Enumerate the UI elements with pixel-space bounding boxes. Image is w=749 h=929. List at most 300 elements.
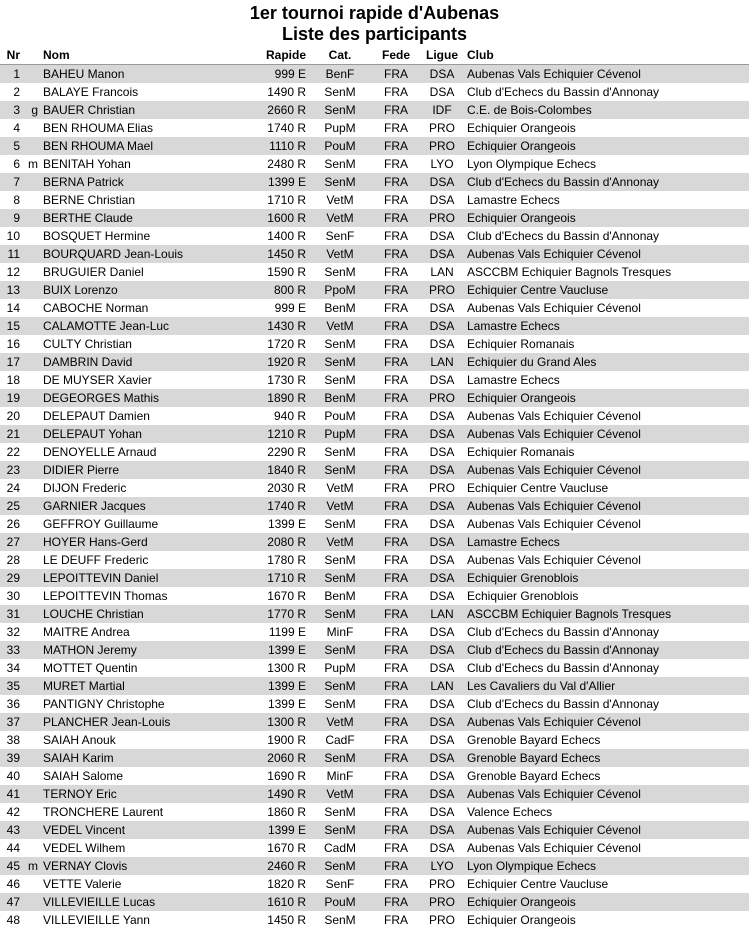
table-row bbox=[0, 389, 749, 407]
table-row bbox=[0, 425, 749, 443]
cell-chess-title bbox=[28, 623, 41, 641]
cell-nr: 24 bbox=[6, 481, 20, 495]
cell-cat: SenM bbox=[324, 913, 356, 927]
cell-cat: SenM bbox=[324, 373, 356, 387]
cell-cat: MinF bbox=[326, 625, 354, 639]
column-header-ligue: Ligue bbox=[420, 46, 464, 65]
cell-nr: 46 bbox=[6, 877, 20, 891]
cell-nr: 32 bbox=[6, 625, 20, 639]
cell-club: Echiquier Orangeois bbox=[467, 895, 576, 909]
cell-nr: 31 bbox=[6, 607, 20, 621]
cell-rapide: 1399 E bbox=[267, 175, 306, 189]
cell-nr: 29 bbox=[6, 571, 20, 585]
cell-chess-title bbox=[28, 767, 41, 785]
cell-ligue: LYO bbox=[430, 859, 454, 873]
cell-club: Aubenas Vals Echiquier Cévenol bbox=[467, 823, 641, 837]
cell-ligue: LAN bbox=[430, 607, 454, 621]
cell-fede: FRA bbox=[384, 193, 408, 207]
table-row bbox=[0, 335, 749, 353]
cell-fede: FRA bbox=[384, 823, 408, 837]
cell-ligue: IDF bbox=[432, 103, 452, 117]
cell-club: Lyon Olympique Echecs bbox=[467, 157, 596, 171]
cell-club: Echiquier Orangeois bbox=[467, 121, 576, 135]
cell-club: Echiquier Centre Vaucluse bbox=[467, 877, 609, 891]
cell-nr: 15 bbox=[6, 319, 20, 333]
cell-nom: BEN RHOUMA Mael bbox=[43, 139, 154, 153]
cell-nr: 25 bbox=[6, 499, 20, 513]
cell-club: C.E. de Bois-Colombes bbox=[467, 103, 592, 117]
table-row bbox=[0, 317, 749, 335]
table-row bbox=[0, 65, 749, 84]
cell-rapide: 1740 R bbox=[267, 121, 306, 135]
cell-club: Echiquier Orangeois bbox=[467, 139, 576, 153]
table-row bbox=[0, 299, 749, 317]
cell-rapide: 2030 R bbox=[267, 481, 306, 495]
cell-rapide: 1399 E bbox=[267, 643, 306, 657]
cell-chess-title bbox=[28, 407, 41, 425]
cell-nom: GARNIER Jacques bbox=[43, 499, 146, 513]
column-header-nom: Nom bbox=[41, 46, 256, 65]
cell-rapide: 1820 R bbox=[267, 877, 306, 891]
cell-chess-title bbox=[28, 443, 41, 461]
cell-cat: SenM bbox=[324, 643, 356, 657]
cell-chess-title bbox=[28, 821, 41, 839]
cell-nom: BEN RHOUMA Elias bbox=[43, 121, 154, 135]
cell-club: Aubenas Vals Echiquier Cévenol bbox=[467, 247, 641, 261]
cell-cat: SenM bbox=[324, 355, 356, 369]
cell-ligue: DSA bbox=[429, 409, 455, 423]
cell-nr: 34 bbox=[6, 661, 20, 675]
cell-cat: SenM bbox=[324, 337, 356, 351]
table-row bbox=[0, 245, 749, 263]
cell-fede: FRA bbox=[384, 247, 408, 261]
cell-nr: 8 bbox=[13, 193, 20, 207]
cell-fede: FRA bbox=[384, 211, 408, 225]
cell-nom: DENOYELLE Arnaud bbox=[43, 445, 157, 459]
cell-cat: PouM bbox=[324, 895, 356, 909]
cell-ligue: DSA bbox=[429, 553, 455, 567]
cell-fede: FRA bbox=[384, 769, 408, 783]
cell-cat: VetM bbox=[326, 535, 354, 549]
table-row bbox=[0, 875, 749, 893]
cell-cat: SenF bbox=[325, 877, 355, 891]
cell-ligue: DSA bbox=[429, 589, 455, 603]
cell-rapide: 2290 R bbox=[267, 445, 306, 459]
table-row bbox=[0, 137, 749, 155]
cell-cat: SenM bbox=[324, 607, 356, 621]
cell-ligue: DSA bbox=[429, 175, 455, 189]
cell-nr: 35 bbox=[6, 679, 20, 693]
cell-chess-title bbox=[28, 911, 41, 929]
cell-ligue: DSA bbox=[429, 625, 455, 639]
table-row bbox=[0, 371, 749, 389]
table-row bbox=[0, 479, 749, 497]
cell-nr: 17 bbox=[6, 355, 20, 369]
cell-nom: PLANCHER Jean-Louis bbox=[43, 715, 171, 729]
cell-rapide: 2080 R bbox=[267, 535, 306, 549]
cell-club: Grenoble Bayard Echecs bbox=[467, 769, 601, 783]
cell-rapide: 2660 R bbox=[267, 103, 306, 117]
table-row bbox=[0, 911, 749, 929]
cell-nom: VEDEL Vincent bbox=[43, 823, 126, 837]
cell-ligue: DSA bbox=[429, 805, 455, 819]
cell-chess-title bbox=[28, 335, 41, 353]
cell-nr: 38 bbox=[6, 733, 20, 747]
table-row bbox=[0, 461, 749, 479]
cell-fede: FRA bbox=[384, 265, 408, 279]
cell-rapide: 1710 R bbox=[267, 193, 306, 207]
table-row bbox=[0, 677, 749, 695]
cell-fede: FRA bbox=[384, 481, 408, 495]
cell-rapide: 1860 R bbox=[267, 805, 306, 819]
cell-chess-title bbox=[28, 695, 41, 713]
cell-ligue: PRO bbox=[428, 895, 455, 909]
table-row bbox=[0, 731, 749, 749]
cell-fede: FRA bbox=[384, 787, 408, 801]
cell-cat: PupM bbox=[324, 661, 356, 675]
cell-nr: 6 bbox=[13, 157, 20, 171]
cell-ligue: DSA bbox=[429, 697, 455, 711]
cell-club: Lamastre Echecs bbox=[467, 535, 560, 549]
cell-fede: FRA bbox=[384, 661, 408, 675]
cell-fede: FRA bbox=[384, 517, 408, 531]
cell-chess-title bbox=[28, 659, 41, 677]
cell-fede: FRA bbox=[384, 103, 408, 117]
table-row bbox=[0, 533, 749, 551]
cell-club: Echiquier Romanais bbox=[467, 445, 575, 459]
cell-fede: FRA bbox=[384, 391, 408, 405]
cell-fede: FRA bbox=[384, 427, 408, 441]
cell-cat: VetM bbox=[326, 715, 354, 729]
cell-rapide: 1400 R bbox=[267, 229, 306, 243]
table-row bbox=[0, 353, 749, 371]
cell-cat: SenM bbox=[324, 157, 356, 171]
column-header-cat: Cat. bbox=[308, 46, 372, 65]
table-row bbox=[0, 443, 749, 461]
cell-chess-title bbox=[28, 227, 41, 245]
cell-cat: SenM bbox=[324, 823, 356, 837]
cell-rapide: 1920 R bbox=[267, 355, 306, 369]
cell-club: ASCCBM Echiquier Bagnols Tresques bbox=[467, 265, 672, 279]
cell-nr: 16 bbox=[6, 337, 20, 351]
cell-fede: FRA bbox=[384, 625, 408, 639]
cell-rapide: 1670 R bbox=[267, 841, 306, 855]
cell-cat: VetM bbox=[326, 211, 354, 225]
cell-rapide: 1490 R bbox=[267, 787, 306, 801]
cell-chess-title bbox=[28, 389, 41, 407]
cell-ligue: DSA bbox=[429, 427, 455, 441]
cell-chess-title bbox=[28, 173, 41, 191]
participants-body bbox=[0, 65, 749, 929]
cell-nom: DIJON Frederic bbox=[43, 481, 127, 495]
cell-ligue: DSA bbox=[429, 751, 455, 765]
cell-rapide: 1210 R bbox=[267, 427, 306, 441]
cell-rapide: 1740 R bbox=[267, 499, 306, 513]
cell-chess-title bbox=[28, 605, 41, 623]
cell-nom: CALAMOTTE Jean-Luc bbox=[43, 319, 170, 333]
table-row bbox=[0, 695, 749, 713]
cell-nom: LOUCHE Christian bbox=[43, 607, 144, 621]
cell-cat: SenM bbox=[324, 859, 356, 873]
cell-club: Lamastre Echecs bbox=[467, 319, 560, 333]
cell-cat: SenM bbox=[324, 445, 356, 459]
cell-club: Lamastre Echecs bbox=[467, 373, 560, 387]
cell-chess-title bbox=[28, 137, 41, 155]
cell-club: Valence Echecs bbox=[467, 805, 553, 819]
cell-cat: MinF bbox=[326, 769, 354, 783]
table-row bbox=[0, 659, 749, 677]
cell-chess-title: g bbox=[31, 103, 38, 117]
cell-nr: 36 bbox=[6, 697, 20, 711]
table-row bbox=[0, 821, 749, 839]
cell-chess-title bbox=[28, 317, 41, 335]
cell-cat: SenM bbox=[324, 265, 356, 279]
cell-nom: DE MUYSER Xavier bbox=[43, 373, 152, 387]
cell-rapide: 1450 R bbox=[267, 913, 306, 927]
cell-nom: TRONCHERE Laurent bbox=[43, 805, 164, 819]
cell-club: Club d'Echecs du Bassin d'Annonay bbox=[467, 175, 660, 189]
table-row bbox=[0, 713, 749, 731]
cell-nr: 28 bbox=[6, 553, 20, 567]
cell-nr: 5 bbox=[13, 139, 20, 153]
table-row bbox=[0, 281, 749, 299]
cell-chess-title bbox=[28, 785, 41, 803]
cell-nom: VERNAY Clovis bbox=[43, 859, 128, 873]
cell-ligue: PRO bbox=[428, 391, 455, 405]
cell-club: Aubenas Vals Echiquier Cévenol bbox=[467, 715, 641, 729]
cell-fede: FRA bbox=[384, 301, 408, 315]
cell-club: Club d'Echecs du Bassin d'Annonay bbox=[467, 85, 660, 99]
cell-chess-title bbox=[28, 263, 41, 281]
cell-ligue: PRO bbox=[428, 139, 455, 153]
participants-table bbox=[0, 46, 749, 929]
cell-cat: BenM bbox=[324, 301, 356, 315]
cell-club: Club d'Echecs du Bassin d'Annonay bbox=[467, 643, 660, 657]
cell-chess-title bbox=[28, 119, 41, 137]
cell-club: ASCCBM Echiquier Bagnols Tresques bbox=[467, 607, 672, 621]
cell-ligue: DSA bbox=[429, 373, 455, 387]
cell-cat: SenM bbox=[324, 571, 356, 585]
cell-cat: PpoM bbox=[324, 283, 356, 297]
cell-rapide: 1490 R bbox=[267, 85, 306, 99]
cell-cat: SenM bbox=[324, 697, 356, 711]
cell-nr: 33 bbox=[6, 643, 20, 657]
cell-fede: FRA bbox=[384, 319, 408, 333]
cell-nr: 42 bbox=[6, 805, 20, 819]
cell-club: Lamastre Echecs bbox=[467, 193, 560, 207]
cell-fede: FRA bbox=[384, 607, 408, 621]
cell-nom: VILLEVIEILLE Yann bbox=[43, 913, 150, 927]
cell-ligue: PRO bbox=[428, 211, 455, 225]
table-row bbox=[0, 839, 749, 857]
cell-cat: VetM bbox=[326, 787, 354, 801]
cell-ligue: DSA bbox=[429, 571, 455, 585]
cell-nom: BOURQUARD Jean-Louis bbox=[43, 247, 184, 261]
cell-club: Club d'Echecs du Bassin d'Annonay bbox=[467, 625, 660, 639]
cell-fede: FRA bbox=[384, 157, 408, 171]
cell-club: Echiquier Centre Vaucluse bbox=[467, 481, 609, 495]
cell-ligue: LYO bbox=[430, 157, 454, 171]
cell-nom: SAIAH Salome bbox=[43, 769, 124, 783]
cell-fede: FRA bbox=[384, 535, 408, 549]
cell-nr: 43 bbox=[6, 823, 20, 837]
cell-fede: FRA bbox=[384, 373, 408, 387]
cell-club: Echiquier du Grand Ales bbox=[467, 355, 597, 369]
cell-chess-title: m bbox=[28, 157, 38, 171]
cell-fede: FRA bbox=[384, 859, 408, 873]
table-row bbox=[0, 101, 749, 119]
cell-ligue: PRO bbox=[428, 121, 455, 135]
cell-nom: MURET Martial bbox=[43, 679, 125, 693]
cell-nom: BUIX Lorenzo bbox=[43, 283, 118, 297]
cell-chess-title bbox=[28, 245, 41, 263]
cell-nom: BAHEU Manon bbox=[43, 67, 125, 81]
cell-nr: 48 bbox=[6, 913, 20, 927]
cell-rapide: 1780 R bbox=[267, 553, 306, 567]
cell-fede: FRA bbox=[384, 895, 408, 909]
cell-rapide: 1430 R bbox=[267, 319, 306, 333]
cell-fede: FRA bbox=[384, 679, 408, 693]
cell-fede: FRA bbox=[384, 337, 408, 351]
cell-chess-title bbox=[28, 425, 41, 443]
cell-fede: FRA bbox=[384, 229, 408, 243]
cell-nom: VILLEVIEILLE Lucas bbox=[43, 895, 156, 909]
cell-fede: FRA bbox=[384, 733, 408, 747]
cell-rapide: 2480 R bbox=[267, 157, 306, 171]
cell-fede: FRA bbox=[384, 67, 408, 81]
cell-ligue: DSA bbox=[429, 301, 455, 315]
cell-rapide: 999 E bbox=[274, 301, 306, 315]
cell-ligue: DSA bbox=[429, 733, 455, 747]
cell-ligue: DSA bbox=[429, 247, 455, 261]
cell-ligue: DSA bbox=[429, 337, 455, 351]
table-row bbox=[0, 119, 749, 137]
cell-cat: SenM bbox=[324, 463, 356, 477]
cell-fede: FRA bbox=[384, 571, 408, 585]
cell-nr: 13 bbox=[6, 283, 20, 297]
cell-ligue: PRO bbox=[428, 283, 455, 297]
cell-fede: FRA bbox=[384, 589, 408, 603]
cell-rapide: 1399 E bbox=[267, 697, 306, 711]
cell-cat: SenM bbox=[324, 103, 356, 117]
cell-nr: 27 bbox=[6, 535, 20, 549]
table-row bbox=[0, 407, 749, 425]
cell-club: Echiquier Grenoblois bbox=[467, 571, 579, 585]
cell-chess-title bbox=[28, 641, 41, 659]
table-row bbox=[0, 641, 749, 659]
cell-chess-title bbox=[28, 803, 41, 821]
cell-nr: 40 bbox=[6, 769, 20, 783]
cell-rapide: 1590 R bbox=[267, 265, 306, 279]
cell-rapide: 2060 R bbox=[267, 751, 306, 765]
cell-nom: MAITRE Andrea bbox=[43, 625, 130, 639]
cell-rapide: 1840 R bbox=[267, 463, 306, 477]
cell-ligue: DSA bbox=[429, 769, 455, 783]
cell-nom: HOYER Hans-Gerd bbox=[43, 535, 148, 549]
cell-chess-title bbox=[28, 497, 41, 515]
cell-club: Echiquier Romanais bbox=[467, 337, 575, 351]
cell-chess-title bbox=[28, 677, 41, 695]
cell-nr: 20 bbox=[6, 409, 20, 423]
column-header-rapide: Rapide bbox=[256, 46, 308, 65]
table-row bbox=[0, 515, 749, 533]
cell-nr: 19 bbox=[6, 391, 20, 405]
cell-nr: 44 bbox=[6, 841, 20, 855]
cell-cat: BenF bbox=[325, 67, 355, 81]
cell-nom: MATHON Jeremy bbox=[43, 643, 137, 657]
cell-ligue: DSA bbox=[429, 499, 455, 513]
cell-cat: CadM bbox=[323, 841, 356, 855]
cell-nr: 11 bbox=[7, 247, 20, 261]
cell-nr: 10 bbox=[6, 229, 20, 243]
cell-club: Aubenas Vals Echiquier Cévenol bbox=[467, 463, 641, 477]
cell-chess-title bbox=[28, 533, 41, 551]
cell-cat: SenM bbox=[324, 175, 356, 189]
cell-nom: BERTHE Claude bbox=[43, 211, 133, 225]
cell-ligue: DSA bbox=[429, 841, 455, 855]
cell-rapide: 1610 R bbox=[267, 895, 306, 909]
cell-fede: FRA bbox=[384, 715, 408, 729]
header-row bbox=[0, 46, 749, 65]
cell-nom: DEGEORGES Mathis bbox=[43, 391, 160, 405]
cell-chess-title bbox=[28, 281, 41, 299]
table-row bbox=[0, 569, 749, 587]
cell-chess-title bbox=[28, 893, 41, 911]
cell-club: Aubenas Vals Echiquier Cévenol bbox=[467, 409, 641, 423]
cell-ligue: DSA bbox=[429, 463, 455, 477]
cell-chess-title bbox=[28, 83, 41, 101]
cell-fede: FRA bbox=[384, 409, 408, 423]
cell-nr: 18 bbox=[6, 373, 20, 387]
cell-club: Les Cavaliers du Val d'Allier bbox=[467, 679, 616, 693]
cell-club: Aubenas Vals Echiquier Cévenol bbox=[467, 67, 641, 81]
table-row bbox=[0, 263, 749, 281]
table-row bbox=[0, 605, 749, 623]
cell-cat: VetM bbox=[326, 319, 354, 333]
cell-nr: 2 bbox=[13, 85, 20, 99]
cell-club: Echiquier Centre Vaucluse bbox=[467, 283, 609, 297]
cell-club: Lyon Olympique Echecs bbox=[467, 859, 596, 873]
cell-chess-title bbox=[28, 371, 41, 389]
cell-club: Echiquier Orangeois bbox=[467, 913, 576, 927]
cell-rapide: 999 E bbox=[274, 67, 306, 81]
cell-club: Aubenas Vals Echiquier Cévenol bbox=[467, 517, 641, 531]
cell-cat: SenM bbox=[324, 85, 356, 99]
cell-ligue: LAN bbox=[430, 679, 454, 693]
table-row bbox=[0, 803, 749, 821]
cell-ligue: DSA bbox=[429, 787, 455, 801]
cell-ligue: LAN bbox=[430, 355, 454, 369]
cell-nom: DIDIER Pierre bbox=[43, 463, 120, 477]
cell-rapide: 1710 R bbox=[267, 571, 306, 585]
cell-ligue: DSA bbox=[429, 193, 455, 207]
cell-nom: BENITAH Yohan bbox=[43, 157, 131, 171]
cell-chess-title bbox=[28, 587, 41, 605]
cell-chess-title bbox=[28, 875, 41, 893]
table-row bbox=[0, 587, 749, 605]
cell-cat: SenM bbox=[324, 553, 356, 567]
table-row bbox=[0, 749, 749, 767]
cell-rapide: 2460 R bbox=[267, 859, 306, 873]
cell-club: Grenoble Bayard Echecs bbox=[467, 751, 601, 765]
cell-fede: FRA bbox=[384, 121, 408, 135]
cell-chess-title bbox=[28, 839, 41, 857]
column-header-nr: Nr bbox=[0, 46, 28, 65]
cell-fede: FRA bbox=[384, 445, 408, 459]
cell-rapide: 1199 E bbox=[268, 625, 306, 639]
cell-nr: 39 bbox=[6, 751, 20, 765]
cell-nr: 37 bbox=[6, 715, 20, 729]
